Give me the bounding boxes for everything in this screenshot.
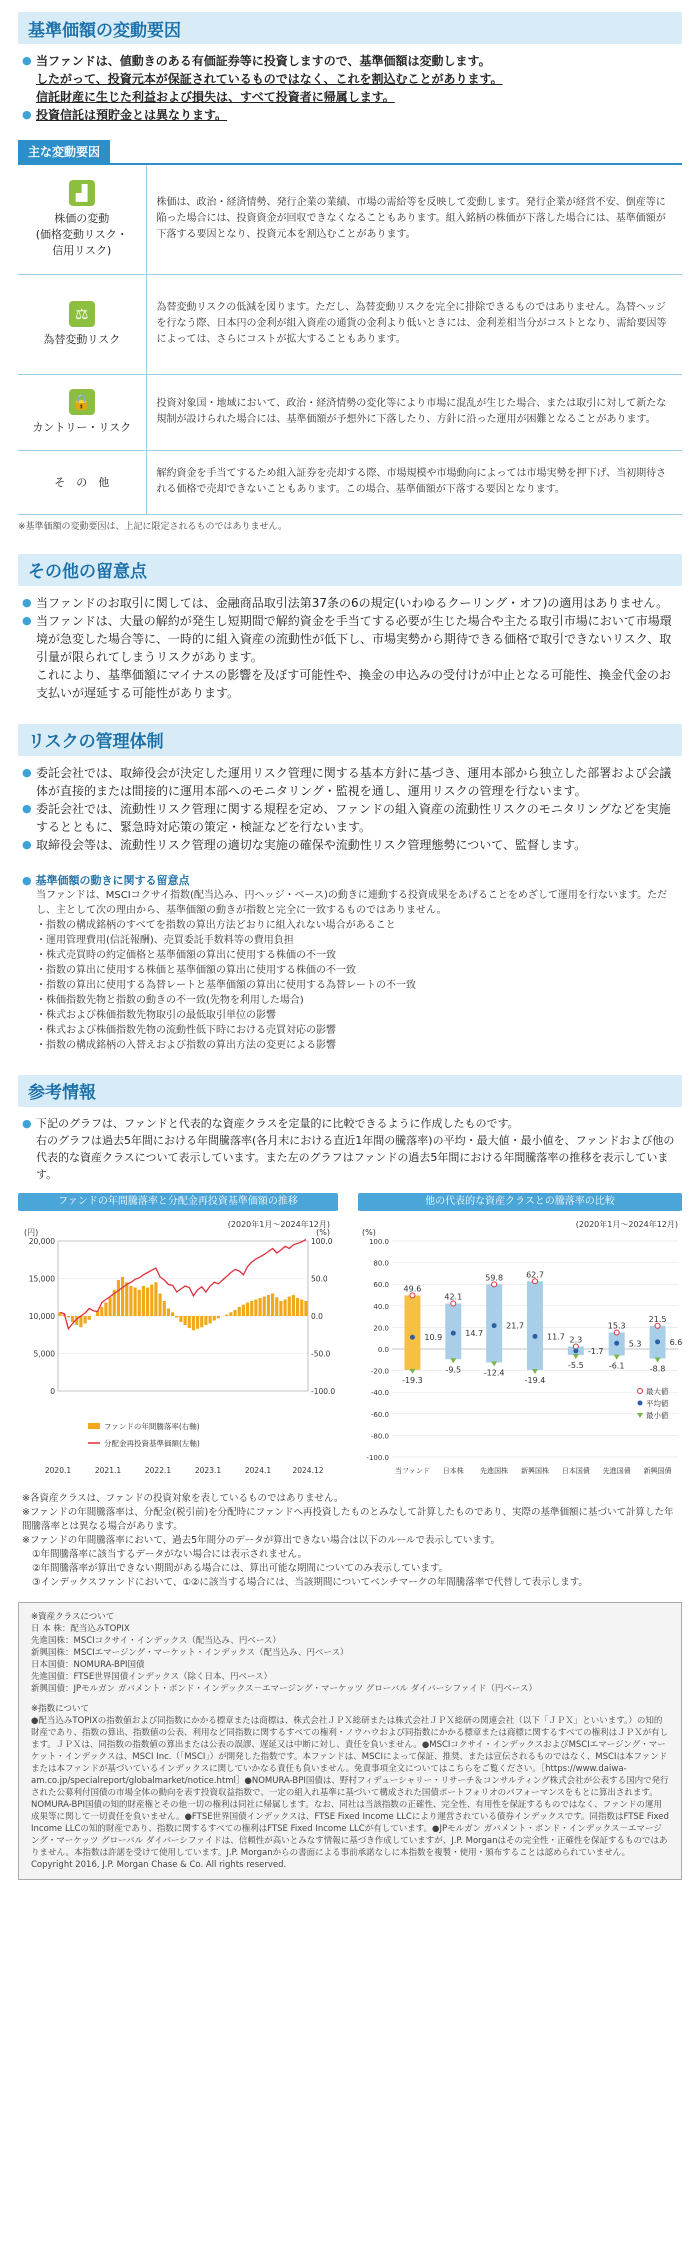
min-value-label: -9.5 xyxy=(445,1364,462,1374)
min-marker xyxy=(450,1358,456,1363)
annual-return-bar xyxy=(163,1301,166,1316)
annual-return-bar xyxy=(234,1310,237,1316)
avg-marker xyxy=(533,1333,538,1338)
bullet xyxy=(22,1115,682,1183)
annual-return-bar xyxy=(296,1298,299,1316)
stock-chart-icon: ▟ xyxy=(69,180,95,206)
min-value-label: -19.3 xyxy=(402,1375,423,1385)
min-value-label: -19.4 xyxy=(524,1375,546,1385)
annual-return-bar xyxy=(179,1316,182,1322)
s2-bullets xyxy=(18,594,682,702)
risk-row xyxy=(18,450,682,514)
left-y2-tick-label: 0.0 xyxy=(311,1311,323,1321)
left-chart-svg xyxy=(18,1211,338,1481)
annual-return-bar xyxy=(79,1316,82,1327)
annual-return-bar xyxy=(125,1282,128,1316)
max-value-label: 21.5 xyxy=(648,1314,667,1324)
section-title-nav-factors: 基準価額の変動要因 xyxy=(18,12,682,44)
index-disclaimer-box xyxy=(18,1602,682,1880)
right-chart-svg xyxy=(358,1211,682,1481)
category-label: 先進国債 xyxy=(602,1466,631,1475)
right-y-tick-label: 0.0 xyxy=(377,1345,389,1354)
bullet-line: 信託財産に生じた利益および損失は、すべて投資者に帰属します。 xyxy=(36,90,395,104)
avg-value-label: 11.7 xyxy=(547,1331,565,1341)
annual-return-bar xyxy=(96,1311,99,1316)
footnote: ③インデックスファンドにおいて、①②に該当する場合には、当該期間についてベンチマークの年間騰落率で代替して表示します。 xyxy=(32,1576,588,1588)
risk-label: 株価の変動 xyxy=(54,212,110,226)
right-chart-period: (2020年1月〜2024年12月) xyxy=(575,1219,678,1229)
annual-return-bar xyxy=(117,1280,120,1316)
max-marker xyxy=(655,1323,660,1328)
annual-return-bar xyxy=(184,1316,187,1325)
left-x-tick-label: 2020.1 xyxy=(44,1465,72,1475)
max-marker xyxy=(614,1329,619,1334)
risk-description: 解約資金を手当てするため組入証券を売却する際、市場規模や市場動向によっては市場実勢を押下げ、当初期待される価格で売却できないこともあります。この場合、基準価額が下落する要因となります。 xyxy=(146,450,682,514)
left-x-tick-label: 2022.1 xyxy=(144,1465,172,1475)
max-value-label: 2.3 xyxy=(569,1335,583,1345)
list-item: ・指数の構成銘柄のすべてを指数の算出方法どおりに組入れない場合があること xyxy=(36,919,396,931)
risk-table-header: 主な変動要因 xyxy=(18,140,110,163)
footnotes xyxy=(18,1492,682,1590)
s1-bullets xyxy=(18,52,682,124)
annual-return-bar xyxy=(100,1307,103,1316)
disclaimer-heading: ※資産クラスについて xyxy=(31,1611,115,1622)
left-x-tick-label: 2024.1 xyxy=(244,1465,272,1475)
max-value-label: 59.8 xyxy=(485,1272,504,1282)
annual-return-bar xyxy=(259,1298,262,1316)
bullet-dot-icon: ● xyxy=(22,765,32,779)
risk-label-cell xyxy=(18,274,146,374)
table-note: ※基準価額の変動要因は、上記に限定されるものではありません。 xyxy=(18,521,288,532)
bullet-text: 委託会社では、流動性リスク管理に関する規程を定め、ファンドの組入資産の流動性リスクのモニタリングなどを実施するとともに、緊急時対応策の策定・検証などを行ないます。 xyxy=(36,801,671,834)
bullet-dot-icon: ● xyxy=(22,837,32,851)
asset-class-line: 先進国債：FTSE世界国債インデックス（除く日本、円ベース） xyxy=(31,1671,273,1682)
footnote: ※ファンドの年間騰落率において、過去5年間分のデータが算出できない場合は以下のルールで表示しています。 xyxy=(22,1534,501,1546)
annual-return-bar xyxy=(134,1287,137,1316)
annual-return-bar xyxy=(71,1316,74,1322)
min-value-label: -8.8 xyxy=(649,1364,666,1374)
annual-return-bar xyxy=(196,1316,199,1329)
max-value-label: 42.1 xyxy=(444,1292,463,1302)
bullet-dot-icon: ● xyxy=(22,54,32,67)
legend-swatch-bar xyxy=(88,1423,100,1429)
left-x-tick-label: 2024.12 xyxy=(292,1465,324,1475)
risk-row xyxy=(18,164,682,274)
annual-return-bar xyxy=(192,1316,195,1330)
asset-class-line: 日本国債：NOMURA-BPI国債 xyxy=(31,1659,145,1670)
annual-return-bar xyxy=(254,1299,257,1316)
annual-return-bar xyxy=(229,1312,232,1316)
left-chart-period: (2020年1月〜2024年12月) xyxy=(227,1219,330,1229)
s3-bullets xyxy=(18,764,682,854)
annual-return-bar xyxy=(159,1293,162,1316)
legend-avg-marker xyxy=(638,1400,643,1405)
bullet-text: 委託会社では、取締役会が決定した運用リスク管理に関する基本方針に基づき、運用本部から独立した部署および会議体が直接的または間接的に運用本部へのモニタリング・監視を通し、運用リスクの管理を行ないます。 xyxy=(36,765,672,798)
annual-return-bar xyxy=(109,1297,112,1316)
left-y2-tick-label: -100.0 xyxy=(311,1386,336,1396)
right-y-tick-label: 20.0 xyxy=(373,1323,389,1332)
max-marker xyxy=(451,1301,456,1306)
bullet-text: 当ファンドのお取引に関しては、金融商品取引法第37条の6の規定(いわゆるクーリング・オフ)の適用はありません。 xyxy=(36,595,669,610)
max-value-label: 62.7 xyxy=(526,1269,544,1279)
list-item: ・指数の構成銘柄の入替えおよび指数の算出方法の変更による影響 xyxy=(36,1039,336,1051)
legend-label: 平均値 xyxy=(646,1398,669,1408)
annual-return-bar xyxy=(263,1296,266,1316)
min-marker xyxy=(655,1357,661,1362)
footnote: ②年間騰落率が算出できない期間がある場合には、算出可能な期間についてのみ表示しています。 xyxy=(32,1562,449,1574)
sub-heading-text: 基準価額の動きに関する留意点 xyxy=(35,873,190,887)
range-bar xyxy=(527,1281,543,1370)
annual-return-bar xyxy=(225,1314,228,1316)
asset-class-line: 先進国株：MSCIコクサイ・インデックス（配当込み、円ベース） xyxy=(31,1635,281,1646)
risk-description: 株価は、政治・経済情勢、発行企業の業績、市場の需給等を反映して変動します。発行企業が経営不安、倒産等に陥った場合には、投資資金が回収できなくなることもあります。組入銘柄の株価が下落した場合には、基準価額が下落する要因となり、投資元本を割込むことがあります。 xyxy=(146,164,682,274)
bullet xyxy=(22,52,682,106)
range-bar xyxy=(404,1295,420,1369)
risk-label-cell xyxy=(18,374,146,450)
disclaimer-paragraph: ●配当込みTOPIXの指数値および同指数にかかる標章または商標は、株式会社ＪＰＸ総研または株式会社ＪＰＸ総研の関連会社（以下「ＪＰＸ」といいます。）の知的財産であり、指数の算出、指数値の公表、利用など同指数に関するすべての権利・ノウハウおよび同指数にかかる標章または商標に関するすべての権利はＪＰＸが有します。ＪＰＸは、同指数の指数値の算出または公表の誤謬、遅延又は中断に対し、責任を負いません。●MSCIコクサイ・インデックスおよびMSCIエマージング・マーケット・インデックスは、MSCI Inc.（「MSCI」）が開発した指数です。本ファンドは、MSCIによって保証、推奨、または宣伝されるものではなく、MSCIは本ファンドまたは本ファンドが基づいているインデックスに関していかなる責任も負いません。免責事項全文についてはこちらをご覧ください。［https://www.daiwa-am.co.jp/specialreport/globalmarket/notice.html］●NOMURA-BPI国債は、野村フィデューシャリー・リサーチ＆コンサルティング株式会社が公表する国内で発行された公募利付国債の市場全体の動向を表す投資収益指数で、一定の組入れ基準に基づいて構成された国債ポートフォリオのパフォーマンスをもとに算出されます。NOMURA-BPI国債の知的財産権とその他一切の権利は同社に帰属します。なお、同社は当該指数の正確性、完全性、有用性を保証するものではなく、ファンドの運用成果等に関して一切責任を負いません。●FTSE世界国債インデックスは、FTSE Fixed Income LLCにより運営されている債券インデックスです。同指数はFTSE Fixed Income LLCの知的財産であり、指数に関するすべての権利はFTSE Fixed Income LLCが有しています。●JPモルガン ガバメント・ボンド・インデックス－エマージング・マーケッツ グローバル ダイバーシファイドは、信頼性が高いとみなす情報に基づき作成していますが、J.P. Morganはその完全性・正確性を保証するものではありません。本指数は許諾を受けて使用しています。J.P. Morganからの書面による事前承諾なしに本指数を複製・使用・頒布することは認められていません。Copyright 2016, J.P. Morgan Chase & Co. All rights reserved. xyxy=(31,1715,669,1870)
annual-return-bar xyxy=(67,1316,70,1318)
risk-label: (価格変動リスク・ xyxy=(35,228,128,242)
min-marker xyxy=(409,1368,415,1373)
avg-value-label: 10.9 xyxy=(424,1332,443,1342)
bullet xyxy=(22,612,682,702)
annual-return-bar xyxy=(150,1284,153,1316)
risk-description: 投資対象国・地域において、政治・経済情勢の変化等により市場に混乱が生じた場合、または取引に対して新たな規制が設けられた場合には、基準価額が予想外に下落したり、方針に沿った運用が困難となることがあります。 xyxy=(146,374,682,450)
s4-bullets xyxy=(18,1115,682,1183)
bullet xyxy=(22,836,682,854)
left-y1-tick-label: 20,000 xyxy=(28,1236,55,1246)
annual-return-bar xyxy=(292,1295,295,1316)
risk-label: 信用リスク) xyxy=(52,244,112,258)
min-value-label: -12.4 xyxy=(483,1367,505,1377)
annual-return-bar xyxy=(246,1302,249,1316)
bullet-text xyxy=(36,1115,682,1183)
min-marker xyxy=(573,1353,579,1358)
bullet-line: 当ファンドは、値動きのある有価証券等に投資しますので、基準価額は変動します。 xyxy=(36,54,491,68)
asset-class-line: 新興国債：JPモルガン ガバメント・ボンド・インデックス－エマージング・マーケッツ グローバル ダイバーシファイド（円ベース） xyxy=(31,1683,537,1694)
annual-return-bar xyxy=(154,1282,157,1316)
avg-value-label: 6.6 xyxy=(669,1337,682,1347)
list-item: ・指数の算出に使用する為替レートと基準価額の算出に使用する為替レートの不一致 xyxy=(36,979,416,991)
risk-label: 為替変動リスク xyxy=(43,333,121,346)
max-value-label: 49.6 xyxy=(403,1283,422,1293)
lock-icon: 🔒 xyxy=(69,389,95,415)
annual-return-bar xyxy=(200,1316,203,1327)
annual-return-bar xyxy=(242,1304,245,1315)
right-y-tick-label: -20.0 xyxy=(370,1367,389,1376)
bullet-text: 取締役会等は、流動性リスク管理の適切な実施の確保や流動性リスク管理態勢について、監督します。 xyxy=(36,837,587,852)
avg-marker xyxy=(614,1340,619,1345)
annual-return-bar xyxy=(204,1316,207,1325)
risk-description: 為替変動リスクの低減を図ります。ただし、為替変動リスクを完全に排除できるものではありません。為替ヘッジを行なう際、日本円の金利が組入資産の通貨の金利より低いときには、金利差相当分がコストとなり、需給要因等によっては、さらにコストが拡大することもあります。 xyxy=(146,274,682,374)
legend-min-marker xyxy=(637,1413,643,1418)
footnote: ※各資産クラスは、ファンドの投資対象を表しているものではありません。 xyxy=(22,1492,344,1504)
risk-label-cell xyxy=(18,450,146,514)
section-title-reference-info: 参考情報 xyxy=(18,1075,682,1107)
bullet-line: 右のグラフは過去5年間における年間騰落率(各月末における直近1年間の騰落率)の平均・最大値・最小値を、ファンドおよび他の代表的な資産クラスについて表示しています。また左のグラフはファンドの過去5年間における年間騰落率の推移を表示しています。 xyxy=(36,1133,675,1181)
annual-return-bar xyxy=(209,1316,212,1324)
annual-return-bar xyxy=(84,1316,87,1324)
legend-label: 最大値 xyxy=(646,1386,669,1396)
list-item: ・指数の算出に使用する株価と基準価額の算出に使用する株価の不一致 xyxy=(36,964,356,976)
disclaimer-heading: ※指数について xyxy=(31,1703,89,1714)
avg-marker xyxy=(492,1323,497,1328)
left-y2-tick-label: -50.0 xyxy=(311,1349,331,1358)
bullet-dot-icon: ● xyxy=(22,595,32,609)
annual-return-bar xyxy=(250,1301,253,1316)
bullet-dot-icon: ● xyxy=(22,801,32,815)
section-title-other-notes: その他の留意点 xyxy=(18,554,682,586)
annual-return-bar xyxy=(304,1301,307,1316)
risk-table xyxy=(18,163,682,515)
avg-marker xyxy=(573,1348,578,1353)
annual-return-bar xyxy=(217,1316,220,1318)
right-y-tick-label: 40.0 xyxy=(373,1302,389,1311)
avg-marker xyxy=(655,1339,660,1344)
bullet xyxy=(22,800,682,836)
annual-return-bar xyxy=(213,1316,216,1321)
annual-return-bar xyxy=(188,1316,191,1328)
annual-return-bar xyxy=(167,1308,170,1316)
category-label: 日本国債 xyxy=(561,1466,590,1475)
category-label: 当ファンド xyxy=(394,1466,430,1475)
bullet-dot-icon: ● xyxy=(22,108,32,121)
sub-intro: 当ファンドは、MSCIコクサイ指数(配当込み、円ヘッジ・ベース)の動きに連動する投資成果をあげることをめざして運用を行ないます。ただし、主として次の理由から、基準価額の動きが指数と完全に一致するものではありません。 xyxy=(36,889,668,916)
asset-class-line: 新興国株：MSCIエマージング・マーケット・インデックス（配当込み、円ベース） xyxy=(31,1647,349,1658)
right-y-tick-label: -100.0 xyxy=(366,1453,389,1462)
category-label: 新興国債 xyxy=(643,1466,672,1475)
left-y1-unit: (円) xyxy=(24,1227,39,1237)
left-y1-tick-label: 5,000 xyxy=(33,1349,55,1358)
avg-marker xyxy=(410,1334,415,1339)
max-value-label: 15.3 xyxy=(607,1320,626,1330)
annual-return-bar xyxy=(171,1312,174,1316)
bullet-line: したがって、投資元本が保証されているものではなく、これを割込むことがあります。 xyxy=(36,72,503,86)
left-y2-unit: (%) xyxy=(316,1227,330,1237)
right-y-tick-label: -60.0 xyxy=(370,1410,389,1419)
bullet xyxy=(22,764,682,800)
bullet-line: これにより、基準価額にマイナスの影響を及ぼす可能性や、換金の申込みの受付けが中止となる可能性、換金代金のお支払いが遅延する可能性があります。 xyxy=(36,667,672,700)
currency-exchange-icon: ⚖ xyxy=(69,301,95,327)
nav-notes-block xyxy=(18,872,682,1053)
legend-label: 分配金再投資基準価額(左軸) xyxy=(104,1438,200,1448)
list-item: ・株価指数先物と指数の動きの不一致(先物を利用した場合) xyxy=(36,994,304,1006)
legend-label: 最小値 xyxy=(646,1410,669,1420)
left-chart xyxy=(18,1193,338,1484)
max-marker xyxy=(533,1278,538,1283)
left-x-tick-label: 2021.1 xyxy=(94,1465,122,1475)
bullet-line: 下記のグラフは、ファンドと代表的な資産クラスを定量的に比較できるように作成したものです。 xyxy=(36,1116,519,1130)
right-y-tick-label: 80.0 xyxy=(373,1259,389,1268)
risk-label-cell xyxy=(18,164,146,274)
left-y2-tick-label: 100.0 xyxy=(311,1236,333,1246)
annual-return-bar xyxy=(142,1286,145,1316)
left-x-tick-label: 2023.1 xyxy=(194,1465,222,1475)
annual-return-bar xyxy=(238,1307,241,1316)
right-y-tick-label: 100.0 xyxy=(368,1237,389,1246)
list-item: ・株式および株価指数先物取引の最低取引単位の影響 xyxy=(36,1009,276,1021)
category-label: 日本株 xyxy=(442,1466,464,1475)
risk-row xyxy=(18,374,682,450)
right-y-unit: (%) xyxy=(362,1227,376,1237)
risk-label: カントリー・リスク xyxy=(32,421,132,434)
risk-row xyxy=(18,274,682,374)
right-chart xyxy=(358,1193,682,1484)
annual-return-bar xyxy=(288,1296,291,1316)
bullet-text xyxy=(36,612,682,702)
charts-row xyxy=(18,1193,682,1484)
footnote: ※ファンドの年間騰落率は、分配金(税引前)を分配時にファンドへ再投資したものとみなして計算したものであり、実際の基準価額に基づいて計算した年間騰落率とは異なる場合があります。 xyxy=(22,1506,674,1532)
annual-return-bar xyxy=(267,1295,270,1316)
sub-body xyxy=(36,888,682,1053)
right-chart-title: 他の代表的な資産クラスとの騰落率の比較 xyxy=(358,1193,682,1211)
list-item: ・運用管理費用(信託報酬)、売買委託手数料等の費用負担 xyxy=(36,934,294,946)
min-value-label: -6.1 xyxy=(608,1361,625,1371)
min-marker xyxy=(491,1361,497,1366)
legend-max-marker xyxy=(638,1388,643,1393)
avg-value-label: 5.3 xyxy=(628,1338,642,1348)
bullet-text: 投資信託は預貯金とは異なります。 xyxy=(36,108,228,122)
legend-label: ファンドの年間騰落率(右軸) xyxy=(104,1421,200,1431)
right-y-tick-label: -40.0 xyxy=(370,1388,389,1397)
annual-return-bar xyxy=(129,1286,132,1316)
annual-return-bar xyxy=(146,1287,149,1316)
avg-value-label: 21.7 xyxy=(506,1321,524,1331)
left-y2-tick-label: 50.0 xyxy=(311,1274,328,1283)
list-item: ・株式および株価指数先物の流動性低下時における売買対応の影響 xyxy=(36,1024,336,1036)
max-marker xyxy=(492,1281,497,1286)
annual-return-bar xyxy=(279,1301,282,1316)
annual-return-bar xyxy=(104,1302,107,1316)
right-y-tick-label: -80.0 xyxy=(370,1431,389,1440)
annual-return-bar xyxy=(300,1299,303,1316)
left-y1-tick-label: 10,000 xyxy=(28,1311,55,1321)
avg-value-label: 14.7 xyxy=(465,1328,484,1338)
category-label: 新興国株 xyxy=(521,1466,549,1475)
avg-marker xyxy=(451,1330,456,1335)
annual-return-bar xyxy=(271,1293,274,1316)
annual-return-bar xyxy=(275,1297,278,1316)
left-chart-title: ファンドの年間騰落率と分配金再投資基準価額の推移 xyxy=(18,1193,338,1211)
section-title-risk-management: リスクの管理体制 xyxy=(18,724,682,756)
bullet-dot-icon: ● xyxy=(22,1116,32,1130)
bullet-dot-icon: ● xyxy=(22,873,32,887)
min-marker xyxy=(614,1354,620,1359)
max-marker xyxy=(410,1292,415,1297)
bullet xyxy=(22,594,682,612)
footnote: ①年間騰落率に該当するデータがない場合には表示されません。 xyxy=(32,1548,308,1560)
annual-return-bar xyxy=(284,1299,287,1316)
bullet-line: 当ファンドは、大量の解約が発生し短期間で解約資金を手当てする必要が生じた場合や主たる取引市場において市場環境が急変した場合等に、一時的に組入資産の流動性が低下し、市場実勢から期待できる価格で取引できないリスク、取引量が限られてしまうリスクがあります。 xyxy=(36,613,672,664)
min-value-label: -5.5 xyxy=(568,1360,584,1370)
avg-value-label: -1.7 xyxy=(587,1346,604,1356)
right-y-tick-label: 60.0 xyxy=(373,1280,389,1289)
left-y1-tick-label: 0 xyxy=(50,1386,55,1396)
bullet xyxy=(22,106,682,124)
annual-return-bar xyxy=(175,1316,178,1318)
annual-return-bar xyxy=(88,1316,91,1320)
left-y1-tick-label: 15,000 xyxy=(28,1274,55,1283)
bullet-dot-icon: ● xyxy=(22,613,32,627)
category-label: 先進国株 xyxy=(480,1466,509,1475)
list-item: ・株式売買時の約定価格と基準価額の算出に使用する株価の不一致 xyxy=(36,949,336,961)
annual-return-bar xyxy=(121,1277,124,1316)
annual-return-bar xyxy=(138,1289,141,1315)
risk-label: そ の 他 xyxy=(54,476,110,489)
min-marker xyxy=(532,1368,538,1373)
max-marker xyxy=(573,1344,578,1349)
sub-heading xyxy=(22,872,682,888)
asset-class-line: 日 本 株：配当込みTOPIX xyxy=(31,1623,130,1634)
bullet-text xyxy=(36,52,682,106)
